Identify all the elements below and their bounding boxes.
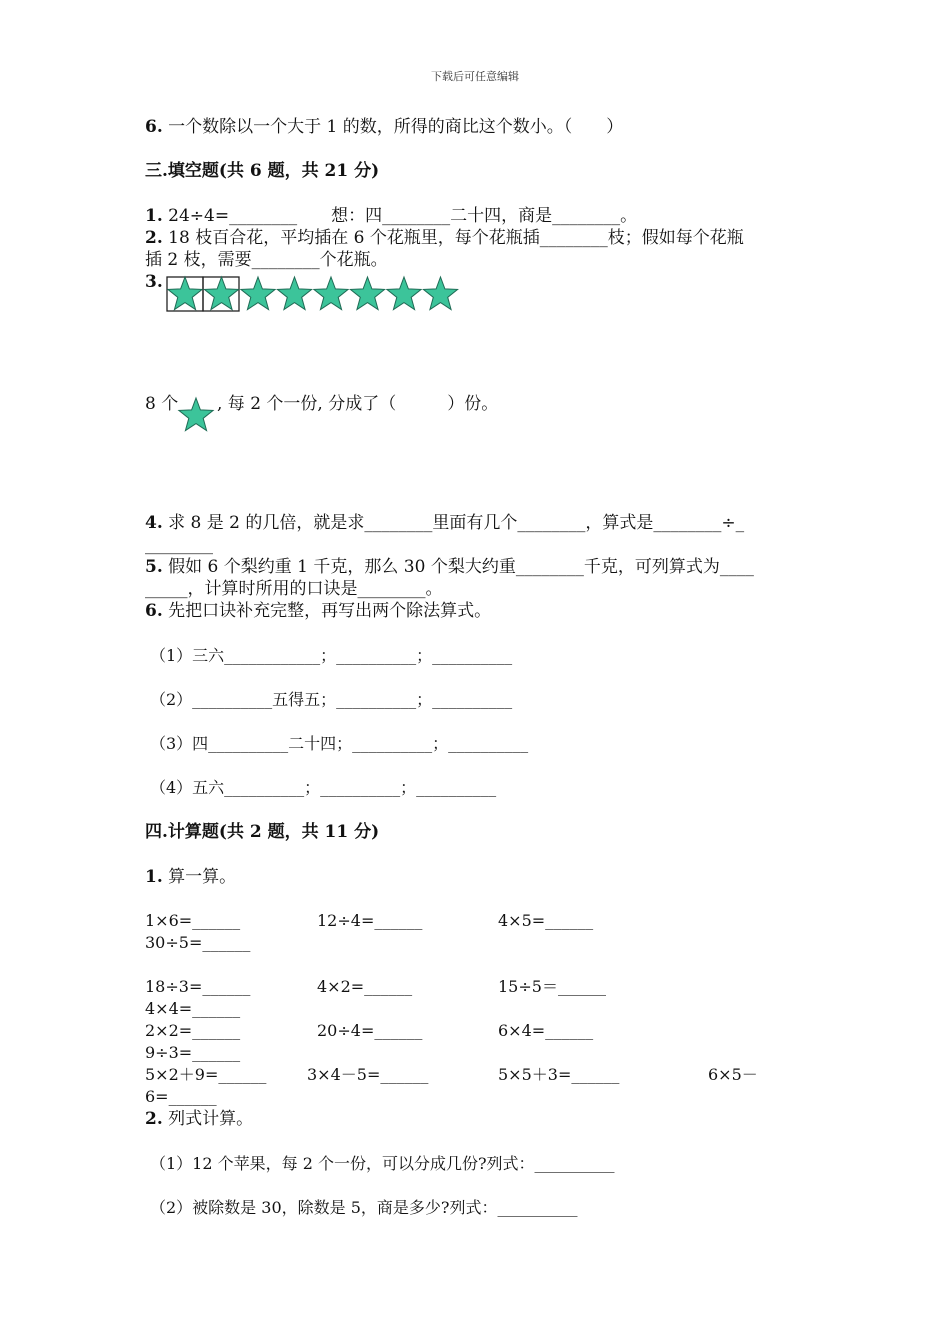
- star-icon: [179, 398, 213, 431]
- calc-cell: 5×5＋3=______: [498, 1065, 620, 1084]
- calc-cell: 20÷4=______: [317, 1021, 423, 1040]
- calc-cell: 12÷4=______: [317, 911, 423, 930]
- star-icon: [277, 277, 311, 310]
- star-row-figure: [165, 275, 465, 315]
- calc-cell: 4×2=______: [317, 977, 413, 996]
- sec3-q1: [145, 205, 637, 227]
- sec3-q6-item-2: （2）__________五得五；__________；__________: [150, 690, 513, 709]
- page-header: 下载后可任意编辑: [431, 70, 519, 83]
- calc-cell: 9÷3=______: [145, 1043, 241, 1062]
- sec3-q6-item-4: （4）五六__________；__________；__________: [150, 778, 497, 797]
- prev-q6: [145, 116, 623, 138]
- q-text: 18 枝百合花，平均插在 6 个花瓶里，每个花瓶插________枝；假如每个花瓶: [162, 228, 744, 248]
- sec3-q4-line2: ________: [145, 535, 213, 555]
- sec3-q3-number: 3.: [145, 272, 163, 292]
- sec3-q6-item-1: （1）三六____________；__________；__________: [150, 646, 513, 665]
- calc-cell: 3×4－5=______: [307, 1065, 429, 1084]
- calc-cell: 6=______: [145, 1087, 217, 1106]
- sec3-q3-text-a: 8 个: [145, 394, 179, 414]
- q-number: 1.: [145, 867, 163, 887]
- q-text: 算一算。: [162, 867, 237, 887]
- q-text: 列式计算。: [162, 1109, 254, 1129]
- q-number: 4.: [145, 513, 163, 533]
- calc-cell: 18÷3=______: [145, 977, 251, 996]
- q-number: 1.: [145, 206, 163, 226]
- star-icon: [204, 277, 238, 310]
- sec3-q5-line1: [145, 556, 754, 578]
- star-icon: [387, 277, 421, 310]
- q-number: 2.: [145, 228, 163, 248]
- calc-cell: 4×4=______: [145, 999, 241, 1018]
- star-icon: [168, 277, 202, 310]
- star-icon: [241, 277, 275, 310]
- section-title-fill-blank: 三.填空题(共 6 题，共 21 分): [145, 161, 380, 181]
- calc-cell: 1×6=______: [145, 911, 241, 930]
- q-text: 假如 6 个梨约重 1 千克，那么 30 个梨大约重________千克，可列算式为____: [162, 557, 754, 577]
- q-text: 一个数除以一个大于 1 的数，所得的商比这个数小。（ ）: [162, 117, 624, 137]
- q-number: 2.: [145, 1109, 163, 1129]
- sec4-q2-item-2: （2）被除数是 30，除数是 5，商是多少?列式：__________: [150, 1198, 578, 1217]
- star-icon: [314, 277, 348, 310]
- sec4-q1: [145, 866, 236, 888]
- calc-cell: 5×2＋9=______: [145, 1065, 267, 1084]
- star-icon: [350, 277, 384, 310]
- sec3-q4-line1: [145, 512, 744, 534]
- sec3-q5-line2: _____，计算时所用的口诀是________。: [145, 579, 443, 599]
- sec3-q6-item-3: （3）四__________二十四；__________；__________: [150, 734, 529, 753]
- sec3-q2-line2: 插 2 枝，需要________个花瓶。: [145, 250, 388, 270]
- calc-cell: 2×2=______: [145, 1021, 241, 1040]
- star-icon: [176, 396, 216, 436]
- sec4-q2: [145, 1108, 253, 1130]
- q-number: 6.: [145, 601, 163, 621]
- q-text: 先把口诀补充完整，再写出两个除法算式。: [162, 601, 492, 621]
- sec3-q3-text-b: , 每 2 个一份, 分成了（ ）份。: [217, 394, 499, 414]
- calc-cell: 4×5=______: [498, 911, 594, 930]
- calc-cell: 6×4=______: [498, 1021, 594, 1040]
- q-number: 5.: [145, 557, 163, 577]
- calc-cell: 30÷5=______: [145, 933, 251, 952]
- star-icon: [423, 277, 457, 310]
- sec4-q2-item-1: （1）12 个苹果，每 2 个一份，可以分成几份?列式：__________: [150, 1154, 615, 1173]
- q-number: 6.: [145, 117, 163, 137]
- q-text: 求 8 是 2 的几倍，就是求________里面有几个________，算式是________÷_: [162, 513, 745, 533]
- sec3-q2-line1: [145, 227, 744, 249]
- section-title-calculation: 四.计算题(共 2 题，共 11 分): [145, 822, 380, 842]
- sec3-q6: [145, 600, 491, 622]
- calc-cell: 6×5－: [708, 1065, 758, 1084]
- q-text: 24÷4=________ 想：四________二十四，商是________。: [162, 206, 638, 226]
- calc-cell: 15÷5＝______: [498, 977, 606, 996]
